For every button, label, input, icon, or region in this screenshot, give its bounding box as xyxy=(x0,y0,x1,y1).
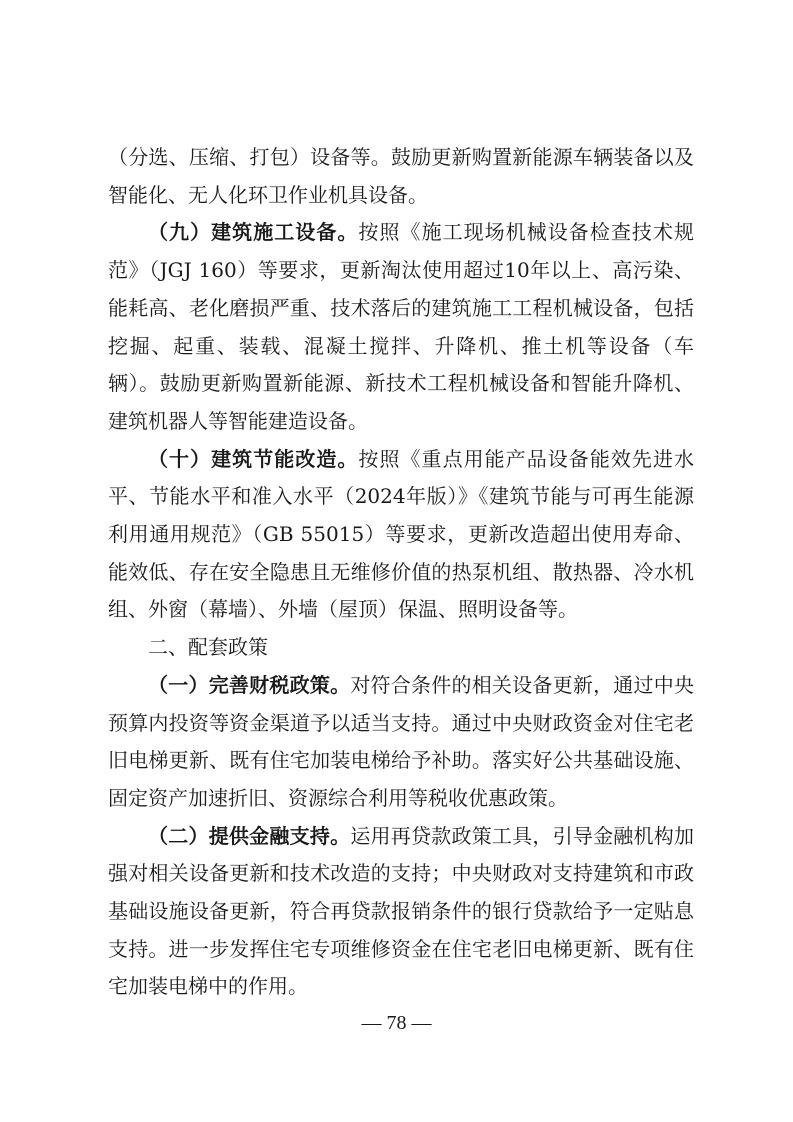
paragraph-equipment-sanitation xyxy=(108,139,694,214)
paragraph-building-energy xyxy=(108,441,694,630)
paragraph-construction-equipment xyxy=(108,214,694,440)
section-title: 二、配套政策 xyxy=(148,635,268,660)
paragraph-text: 运用再贷款政策工具，引导金融机构加强对相关设备更新和技术改造的支持；中央财政对支持建筑和市政基础设施设备更新，符合再贷款报销条件的银行贷款给予一定贴息支持。进一步发挥住宅专项维修资金在住宅老旧电梯更新、既有住宅加装电梯中的作用。 xyxy=(108,823,695,999)
document-body xyxy=(108,139,694,1006)
page-number: — 78 — xyxy=(361,1012,432,1034)
paragraph-financial-support xyxy=(108,818,694,1007)
paragraph-text: 按照《重点用能产品设备能效先进水平、节能水平和准入水平（2024年版）》《建筑节能与可再生能源利用通用规范》（GB 55015）等要求，更新改造超出使用寿命、能效低、存在安全隐患且无维修价值的热泵机组、散热器、冷水机组、外窗（幕墙）、外墙（屋顶）保温、照明设备等。 xyxy=(108,446,695,622)
paragraph-lead-heading: （九）建筑施工设备。 xyxy=(148,220,359,245)
paragraph-lead-heading: （一）完善财税政策。 xyxy=(148,672,351,697)
paragraph-text: 对符合条件的相关设备更新，通过中央预算内投资等资金渠道予以适当支持。通过中央财政资金对住宅老旧电梯更新、既有住宅加装电梯给予补助。落实好公共基础设施、固定资产加速折旧、资源综合利用等税收优惠政策。 xyxy=(108,672,695,810)
paragraph-fiscal-policy xyxy=(108,667,694,818)
paragraph-text: 按照《施工现场机械设备检查技术规范》（JGJ 160）等要求，更新淘汰使用超过10年以上、高污染、能耗高、老化磨损严重、技术落后的建筑施工工程机械设备，包括挖掘、起重、装载、混凝土搅拌、升降机、推土机等设备（车辆）。鼓励更新购置新能源、新技术工程机械设备和智能升降机、建筑机器人等智能建造设备。 xyxy=(108,220,695,433)
paragraph-lead-heading: （二）提供金融支持。 xyxy=(148,823,351,848)
paragraph-text: （分选、压缩、打包）设备等。鼓励更新购置新能源车辆装备以及智能化、无人化环卫作业机具设备。 xyxy=(108,145,694,207)
paragraph-lead-heading: （十）建筑节能改造。 xyxy=(148,446,359,471)
